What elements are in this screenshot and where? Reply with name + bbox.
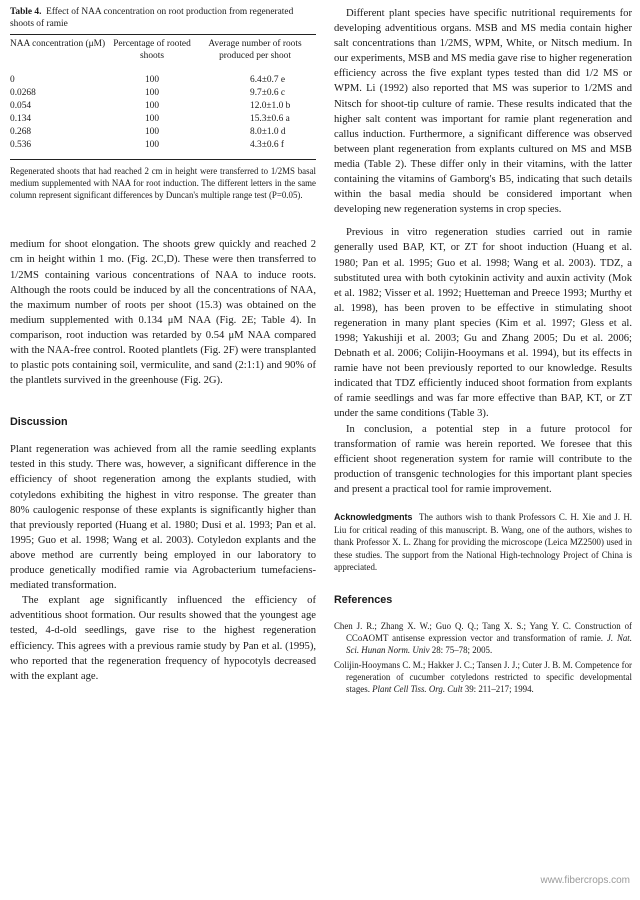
left-paragraph-1: medium for shoot elongation. The shoots grew quickly and reached 2 cm in height within 1 mo. (Fig. 2C,D). These were then transferred to 1/2MS containing various concentrations of NAA to induce roots. Although the roots could be induced by all the concentrations of NAA, the maximum number of roots per shoot (15.3) was obtained on the medium supplemented with 0.134 μM NAA (Fig. 2E; Table 4). In comparison, root induction was retarded by 0.54 μM NAA compared with the NAA-free control. Rooted plantlets (Fig. 2F) were transplanted to plastic pots containing soil, vermiculite, and sand (2:1:1) and 90% of the plantlets survived in the greenhouse (Fig. 2G). [10, 239, 316, 387]
table-caption [10, 6, 316, 30]
references-heading: References [334, 593, 393, 606]
table-row [10, 140, 316, 159]
cell-naa-concentration: 0 [10, 75, 15, 85]
right-column [334, 6, 632, 697]
table-row [10, 88, 316, 101]
table-4 [10, 35, 316, 159]
reference-journal: Plant Cell Tiss. Org. Cult [372, 683, 463, 694]
cell-percentage-rooted: 100 [144, 101, 160, 112]
cell-naa-concentration: 0.054 [10, 101, 32, 112]
watermark: www.fibercrops.com [540, 875, 630, 886]
cell-average-roots: 8.0±1.0 d [250, 127, 286, 138]
table-footnote: Regenerated shoots that had reached 2 cm in height were transferred to 1/2MS basal medium supplemented with NAA for root induction. The different letters in the same column represent significant differences by Duncan's multiple range test (P=0.05). [10, 165, 316, 200]
reference-journal: J. Nat. Sci. Hunan Norm. Univ [346, 633, 632, 656]
cell-percentage-rooted: 100 [144, 88, 160, 99]
cell-average-roots: 4.3±0.6 f [250, 140, 285, 151]
reference-tail: 28: 75–78; 2005. [431, 645, 493, 656]
table-body [10, 68, 316, 159]
right-paragraph-1: Different plant species have specific nutritional requirements for developing adventitious organs. MSB and MS media contain higher salt concentrations than 1/2MS, WPM, White, or Nitsch medium. In our experiments, MSB and MS media gave rise to higher regeneration efficiency across the five explant types tested than did 1/2 MS or WPM. Li (1992) also reported that MS was superior to 1/2MS and Nitsch for shoot-tip culture of ramie. These results indicated that the higher salt content was important for ramie plant regeneration and callus induction. Furthermore, a significant difference was observed between plant regeneration from explants cultured on MS and MSB media (Table 2). These differ only in their vitamins, with the latter containing the vitamins of Gamborg's B5, indicating that such details within the basal media should be considered important when developing new regeneration systems in crop species. [334, 8, 632, 216]
table-caption-text: Effect of NAA concentration on root production from regenerated shoots of ramie [10, 7, 294, 29]
discussion-paragraph-1: Plant regeneration was achieved from all the ramie seedling explants tested in this study. There was, however, a significant difference in the efficiency of shoot regeneration among the explants studied, with cotyledons exhibiting the highest in vitro response. The greater than 80% caulogenic response of these explants is significantly higher than that previously reported (Huang et al. 1980; Dusi et al. 1993; Pan et al. 1995; Guo et al. 1998; Wang et al. 2003). Cotyledon explants and the above method are currently being employed in our laboratory to produce genetically modified ramie via Agrobacterium tumefaciens-mediated transformation. [10, 444, 316, 592]
table-bottom-rule [10, 159, 316, 160]
acknowledgments-text: The authors wish to thank Professors C. H. Xie and J. H. Liu for critical reading of this manuscript. B. Wang, one of the authors, wishes to thank Professor X. L. Zhang for providing the microscope (Leica MZ2500) used in these studies. The support from the National High-technology Project of China is appreciated. [334, 512, 633, 573]
reference-item [334, 620, 632, 657]
reference-authors: Chen J. R.; Zhang X. W.; Guo Q. Q.; Tang X. S.; Yang Y. C. Construction of CCoAOMT antisense expression vector and transformation of ramie. [334, 620, 632, 644]
discussion-paragraph-2: The explant age significantly influenced the efficiency of adventitious shoot formation. Our results showed that the youngest age tested, 4-d-old seedlings, gave rise to the highest regeneration efficiency. This agrees with a previous ramie study by Pan et al. (1995), who reported that the regeneration frequency of hypocotyls decreased with the explant age. [10, 595, 316, 682]
cell-naa-concentration: 0.134 [10, 114, 32, 125]
reference-tail: 39: 211–217; 1994. [464, 683, 534, 694]
table-header-row [10, 35, 316, 68]
cell-percentage-rooted: 100 [144, 114, 160, 125]
table-row [10, 101, 316, 114]
table-label: Table 4. [10, 7, 42, 17]
reference-item [334, 659, 632, 696]
acknowledgments [334, 511, 632, 574]
cell-percentage-rooted: 100 [144, 75, 160, 85]
acknowledgments-label: Acknowledgments [334, 512, 413, 522]
cell-percentage-rooted: 100 [144, 127, 160, 138]
header-percentage-rooted: Percentage of rooted shoots [113, 39, 191, 61]
cell-naa-concentration: 0.536 [10, 140, 32, 151]
header-average-roots: Average number of roots produced per shoot [208, 39, 302, 61]
cell-average-roots: 9.7±0.6 c [250, 88, 286, 99]
cell-naa-concentration: 0.268 [10, 127, 32, 138]
cell-average-roots: 15.3±0.6 a [250, 114, 290, 125]
table-row [10, 127, 316, 140]
left-column [10, 6, 316, 684]
table-row [10, 114, 316, 127]
discussion-heading: Discussion [10, 416, 68, 429]
right-paragraph-2: Previous in vitro regeneration studies carried out in ramie generally used BAP, KT, or ZT for shoot induction (Huang et al. 1980; Pan et al. 1995; Guo et al. 1998; Wang et al. 2003). TDZ, a substituted urea with both cytokinin activity and auxin activity (Mok et al. 1982; Visser et al. 1992; Huetteman and Preece 1993; Murthy et al. 1998), has been proven to be effective in stimulating shoot regeneration in many plant species (Kim et al. 1997; Gless et al. 1998; Yakushiji et al. 2003; Gu and Zhang 2005; Du et al. 2006; Debnath et al. 2006; Colijin-Hooymans et al. 1994), but its effects in ramie have not been previously reported to our knowledge. Results indicated that TDZ efficiently induced shoot formation from explants of ramie seedlings and was far more effective than BAP, KT, or ZT under the same conditions (Table 3). [334, 227, 632, 420]
table-row [10, 68, 316, 88]
header-naa-concentration: NAA concentration (μM) [10, 39, 106, 49]
cell-average-roots: 12.0±1.0 b [250, 101, 291, 112]
cell-average-roots: 6.4±0.7 e [250, 75, 286, 85]
cell-naa-concentration: 0.0268 [10, 88, 36, 99]
right-paragraph-3: In conclusion, a potential step in a future protocol for transformation of ramie was herein reported. We foresee that this efficient shoot regeneration system for ramie will contribute to the production of transgenic technologies for this important plant species and present a practical tool for ramie improvement. [334, 423, 632, 495]
reference-authors: Colijin-Hooymans C. M.; Hakker J. C.; Tansen J. J.; Cuter J. B. M. Competence for regeneration of cucumber cotyledons restricted to specific developmental stages. [334, 659, 632, 694]
cell-percentage-rooted: 100 [144, 140, 160, 151]
